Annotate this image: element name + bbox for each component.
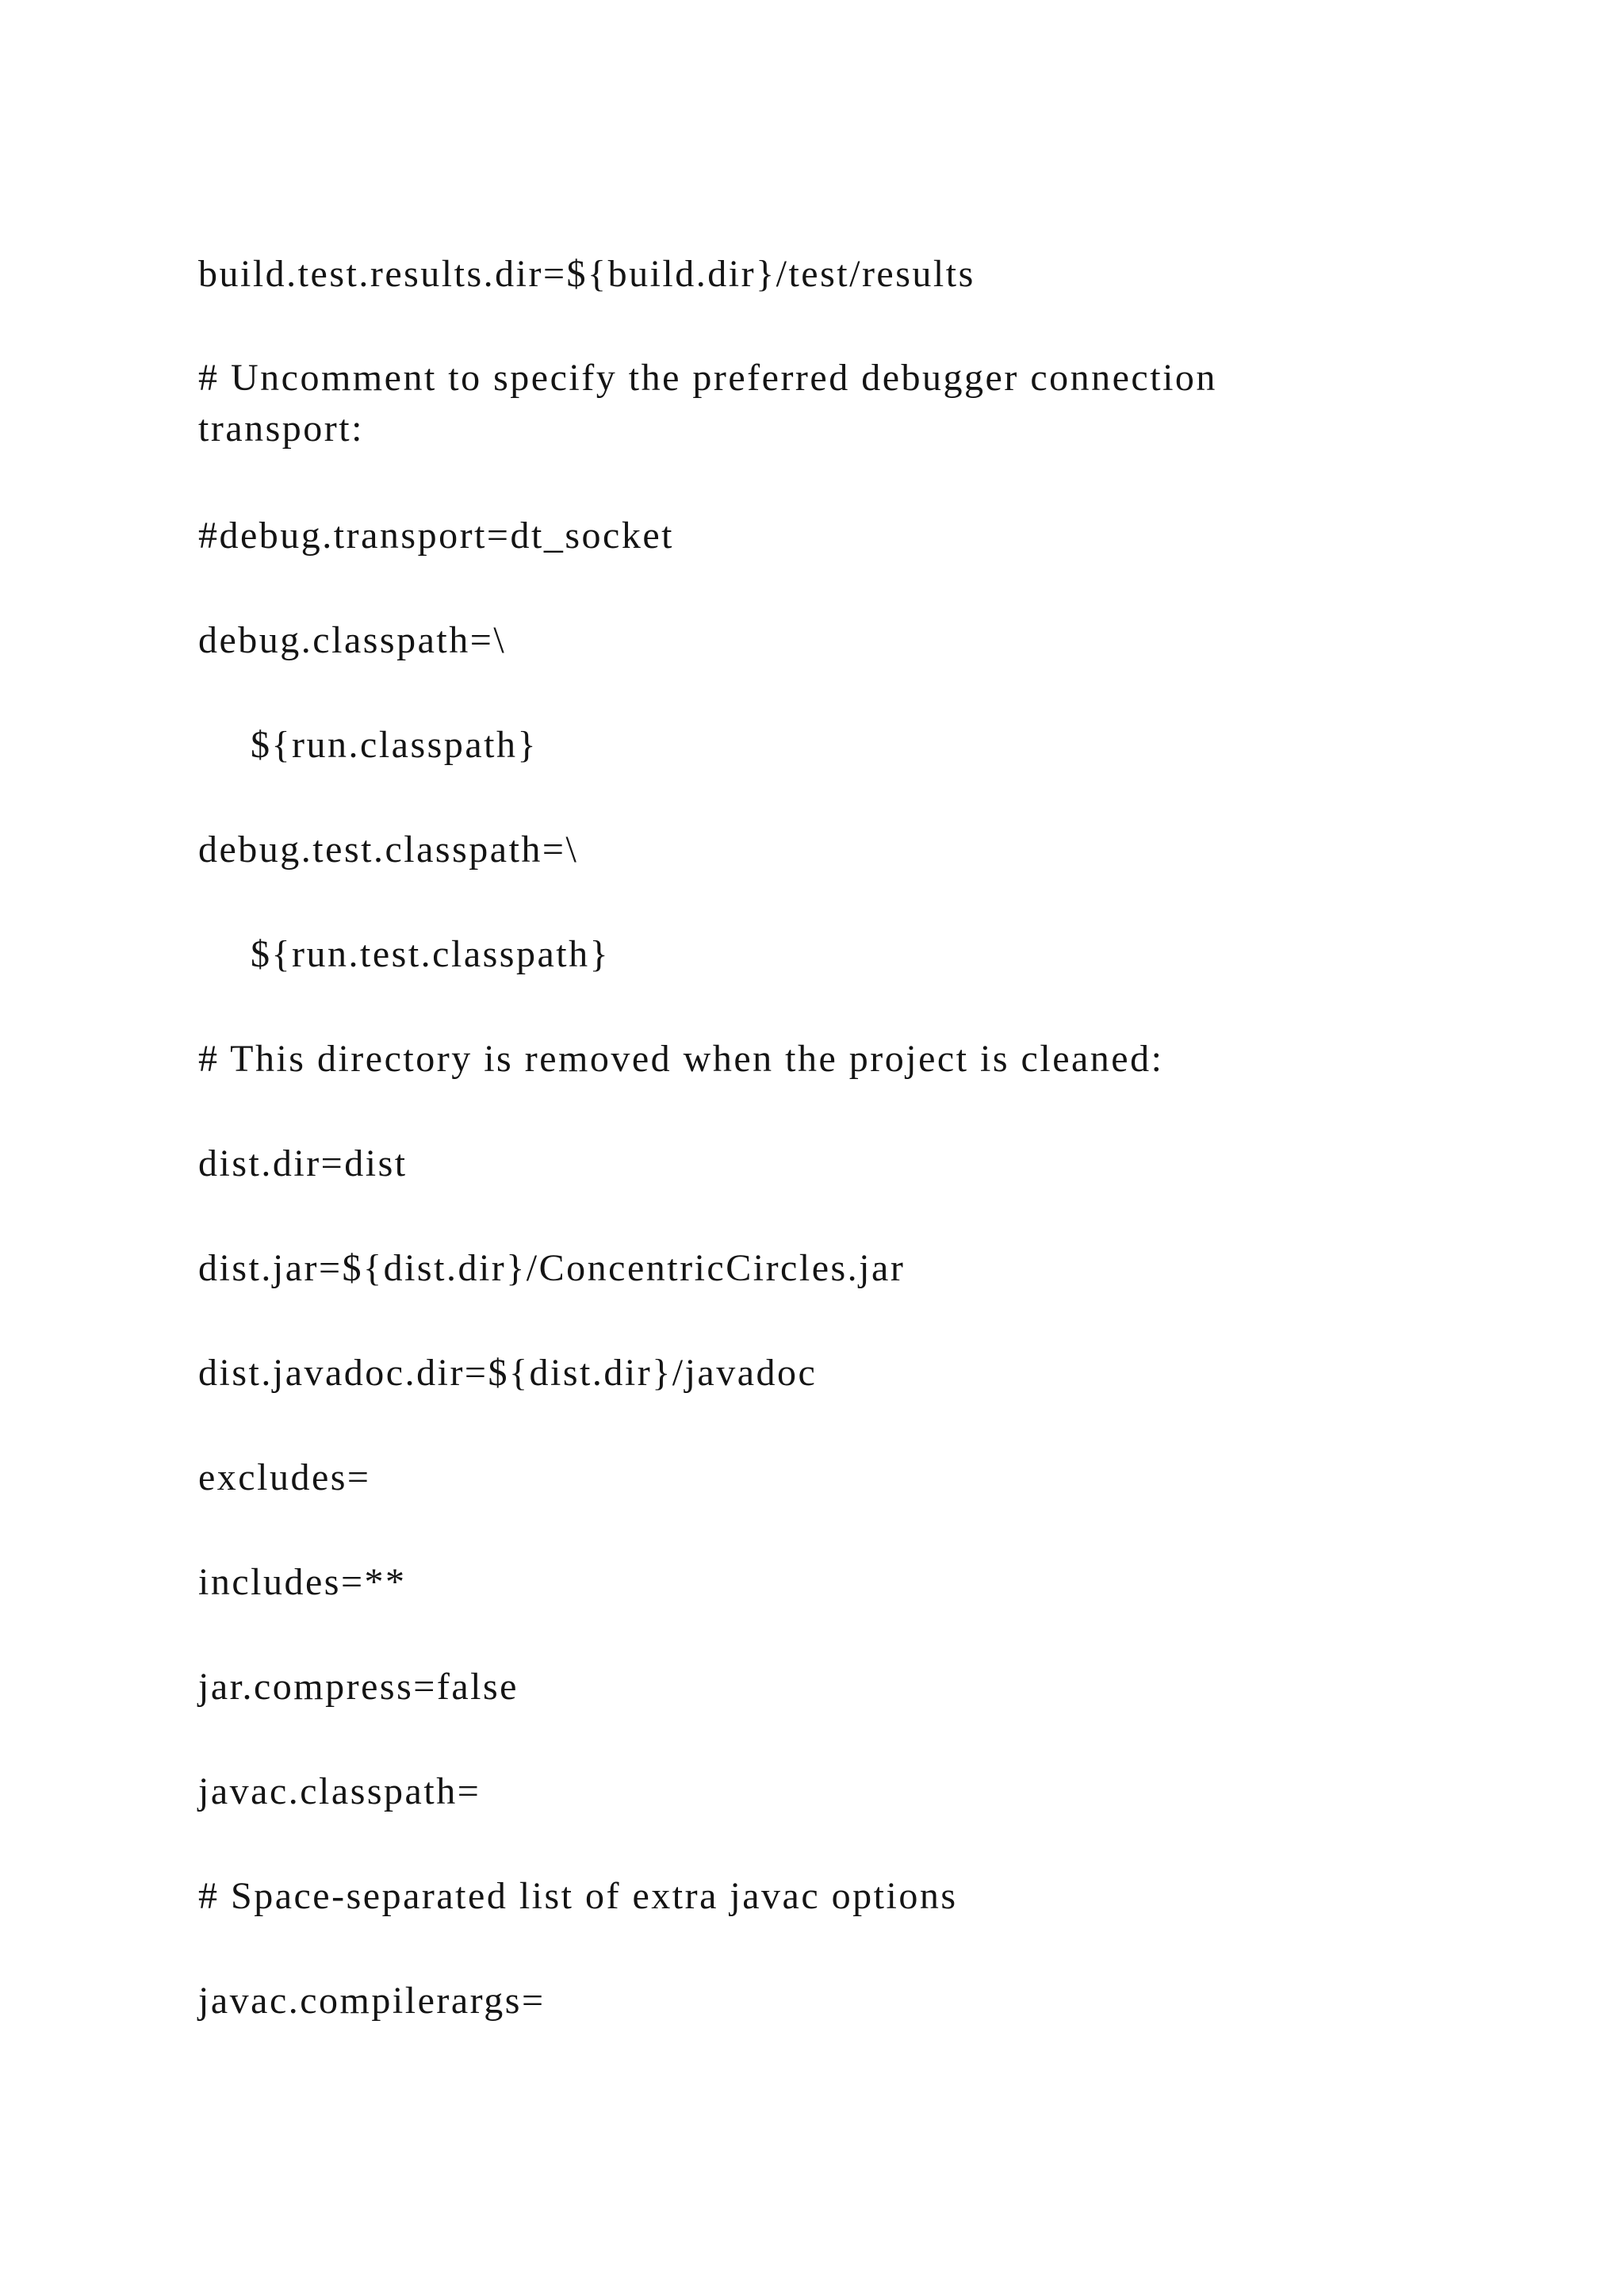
text-line: dist.jar=${dist.dir}/ConcentricCircles.jar <box>198 1247 906 1289</box>
text-line: excludes= <box>198 1456 371 1498</box>
text-line: javac.classpath= <box>198 1770 481 1812</box>
text-line: dist.javadoc.dir=${dist.dir}/javadoc <box>198 1352 818 1394</box>
text-line: ${run.test.classpath} <box>251 933 611 975</box>
comment-line: # This directory is removed when the project is cleaned: <box>198 1038 1164 1080</box>
text-line: jar.compress=false <box>198 1666 519 1708</box>
text-line: includes=** <box>198 1561 407 1603</box>
text-line: dist.dir=dist <box>198 1142 408 1184</box>
text-line: javac.compilerargs= <box>198 1980 546 2022</box>
text-line: debug.classpath=\ <box>198 619 507 661</box>
comment-line: # Uncomment to specify the preferred debugger connection transport: <box>198 357 1217 450</box>
text-line: debug.test.classpath=\ <box>198 828 579 871</box>
comment-line: # Space-separated list of extra javac options <box>198 1875 958 1917</box>
text-line: ${run.classpath} <box>251 724 538 766</box>
text-line: #debug.transport=dt_socket <box>198 515 674 557</box>
text-line: build.test.results.dir=${build.dir}/test/results <box>198 253 975 295</box>
